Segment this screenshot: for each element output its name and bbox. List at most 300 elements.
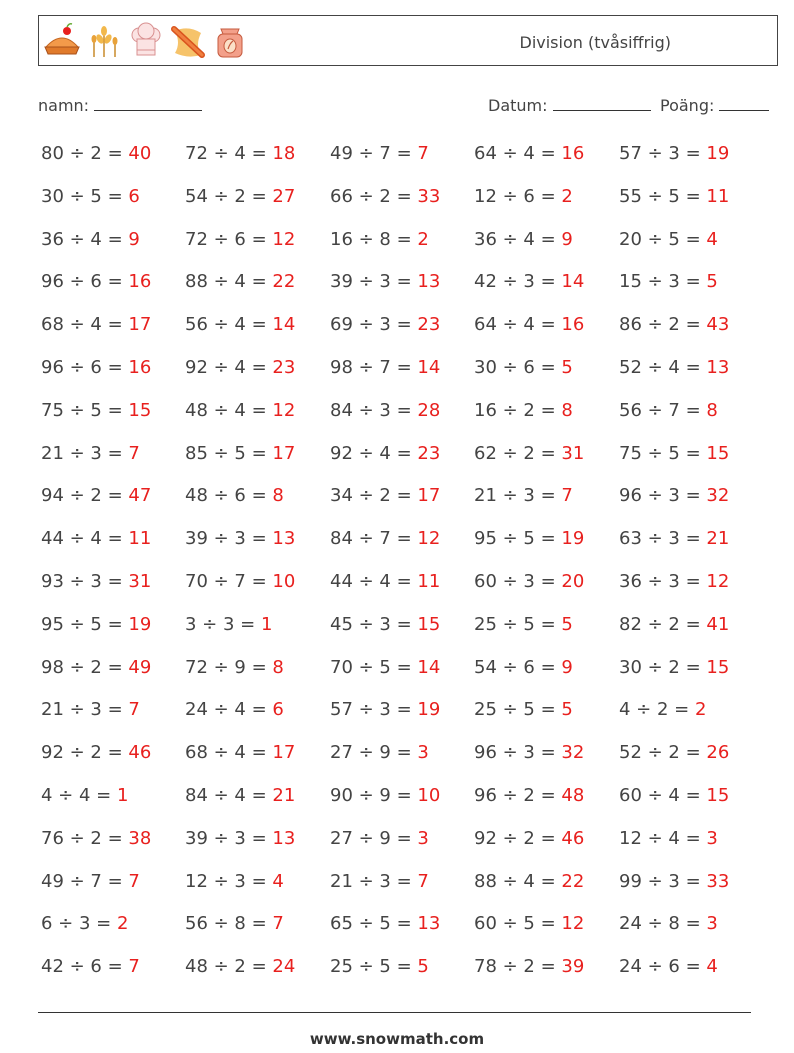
problem-answer: 24: [272, 956, 296, 978]
problem-answer: 13: [417, 913, 441, 935]
problem-cell: [619, 528, 729, 549]
score-label: Poäng:: [660, 96, 715, 115]
problem-answer: 10: [272, 571, 296, 592]
problem-row: [41, 186, 761, 216]
problem-cell: [330, 785, 440, 806]
problem-answer: 3: [706, 827, 718, 849]
problem-cell: [185, 271, 295, 292]
name-label: namn:: [38, 96, 90, 115]
problem-row: [41, 314, 761, 344]
problem-answer: 17: [128, 314, 152, 336]
problem-cell: [185, 571, 295, 592]
problem-answer: 7: [128, 870, 140, 892]
problem-question: 16 ÷ 2 =: [474, 399, 562, 421]
problem-answer: 2: [694, 699, 707, 721]
problem-cell: [619, 229, 718, 250]
problem-cell: [619, 657, 729, 678]
problem-cell: [474, 229, 573, 250]
problem-answer: 12: [561, 913, 585, 935]
problem-question: 86 ÷ 2 =: [619, 314, 707, 336]
problem-question: 63 ÷ 3 =: [619, 528, 707, 550]
problem-cell: [41, 913, 128, 934]
problem-row: [41, 871, 761, 901]
problem-cell: [474, 913, 584, 934]
problem-cell: [41, 485, 151, 506]
problem-row: [41, 913, 761, 943]
problem-cell: [41, 443, 140, 464]
problem-question: 54 ÷ 6 =: [474, 656, 562, 678]
problem-question: 60 ÷ 3 =: [474, 571, 562, 592]
problem-answer: 8: [706, 399, 718, 421]
problem-row: [41, 699, 761, 729]
problem-question: 3 ÷ 3 =: [185, 613, 261, 635]
problem-answer: 3: [706, 913, 718, 935]
problem-cell: [619, 785, 729, 806]
problem-answer: 17: [272, 442, 296, 464]
problem-question: 96 ÷ 6 =: [41, 271, 129, 293]
problem-answer: 21: [706, 528, 730, 550]
problem-cell: [41, 742, 151, 763]
problem-answer: 16: [128, 357, 152, 378]
problem-cell: [41, 400, 151, 421]
problem-question: 96 ÷ 2 =: [474, 785, 562, 806]
problem-cell: [619, 913, 718, 934]
header-box: [38, 15, 778, 66]
problem-question: 80 ÷ 2 =: [41, 143, 129, 164]
problem-row: [41, 485, 761, 515]
problem-cell: [474, 485, 573, 506]
problem-cell: [619, 571, 729, 592]
problem-answer: 48: [561, 785, 585, 806]
problem-question: 49 ÷ 7 =: [330, 143, 418, 164]
problem-answer: 3: [417, 742, 429, 764]
problem-question: 4 ÷ 2 =: [619, 699, 695, 721]
problem-cell: [619, 400, 718, 421]
problem-answer: 12: [417, 528, 441, 550]
problem-cell: [185, 186, 295, 207]
problem-question: 93 ÷ 3 =: [41, 571, 129, 592]
footer-divider: [38, 1012, 751, 1013]
problem-question: 4 ÷ 4 =: [41, 785, 117, 806]
problem-cell: [185, 871, 284, 892]
problem-question: 92 ÷ 4 =: [330, 442, 418, 464]
problem-cell: [474, 785, 584, 806]
problem-question: 24 ÷ 8 =: [619, 913, 707, 935]
problem-answer: 15: [128, 399, 152, 421]
problem-answer: 15: [417, 613, 441, 635]
problem-question: 72 ÷ 9 =: [185, 656, 273, 678]
problem-row: [41, 357, 761, 387]
problem-cell: [619, 956, 718, 977]
problem-question: 24 ÷ 6 =: [619, 956, 707, 978]
problem-row: [41, 271, 761, 301]
problem-cell: [619, 828, 718, 849]
problem-cell: [41, 143, 151, 164]
problem-cell: [330, 871, 429, 892]
problem-cell: [330, 614, 440, 635]
problem-row: [41, 956, 761, 986]
problem-cell: [474, 400, 573, 421]
problem-question: 96 ÷ 3 =: [619, 485, 707, 507]
problem-question: 64 ÷ 4 =: [474, 314, 562, 336]
problem-question: 98 ÷ 2 =: [41, 656, 129, 678]
problem-question: 27 ÷ 9 =: [330, 827, 418, 849]
problem-answer: 2: [116, 913, 129, 935]
problem-answer: 13: [706, 357, 730, 378]
problem-question: 39 ÷ 3 =: [330, 271, 418, 293]
problem-cell: [474, 699, 573, 720]
problem-question: 62 ÷ 2 =: [474, 442, 562, 464]
problem-answer: 18: [272, 143, 296, 164]
problem-question: 65 ÷ 5 =: [330, 913, 418, 935]
score-blank[interactable]: [719, 94, 769, 111]
problem-cell: [185, 143, 295, 164]
problem-answer: 19: [417, 699, 441, 721]
problem-answer: 5: [561, 613, 573, 635]
problem-question: 82 ÷ 2 =: [619, 613, 707, 635]
problem-question: 25 ÷ 5 =: [474, 699, 562, 721]
problem-cell: [330, 913, 440, 934]
problem-answer: 7: [272, 913, 284, 935]
score-field: [660, 94, 769, 115]
problem-answer: 5: [706, 271, 718, 293]
problem-cell: [185, 913, 284, 934]
problem-cell: [185, 956, 295, 977]
problem-answer: 11: [417, 571, 441, 592]
problem-cell: [41, 357, 151, 378]
problem-cell: [474, 871, 584, 892]
problem-answer: 7: [128, 956, 140, 978]
problem-cell: [619, 614, 729, 635]
problem-cell: [330, 528, 440, 549]
problem-answer: 16: [128, 271, 152, 293]
problem-cell: [619, 357, 729, 378]
problem-cell: [474, 571, 584, 592]
problem-question: 56 ÷ 7 =: [619, 399, 707, 421]
problem-answer: 33: [706, 870, 730, 892]
problem-question: 60 ÷ 5 =: [474, 913, 562, 935]
problem-question: 57 ÷ 3 =: [619, 143, 707, 164]
problem-cell: [330, 186, 440, 207]
problem-cell: [474, 314, 584, 335]
problem-answer: 2: [561, 185, 573, 207]
problem-answer: 40: [128, 143, 152, 164]
problem-question: 25 ÷ 5 =: [474, 613, 562, 635]
problem-cell: [474, 828, 584, 849]
problem-cell: [330, 443, 440, 464]
problem-cell: [185, 528, 295, 549]
problem-question: 48 ÷ 6 =: [185, 485, 273, 507]
problem-cell: [41, 871, 140, 892]
problem-answer: 20: [561, 571, 585, 592]
problem-answer: 31: [128, 571, 152, 592]
problem-answer: 46: [561, 827, 585, 849]
problem-answer: 4: [272, 870, 284, 892]
problem-answer: 15: [706, 442, 730, 464]
problem-answer: 7: [128, 699, 140, 721]
problem-question: 84 ÷ 7 =: [330, 528, 418, 550]
problem-question: 84 ÷ 4 =: [185, 785, 273, 806]
problem-question: 15 ÷ 3 =: [619, 271, 707, 293]
problem-answer: 43: [706, 314, 730, 336]
problem-question: 88 ÷ 4 =: [474, 870, 562, 892]
problem-question: 57 ÷ 3 =: [330, 699, 418, 721]
problem-cell: [41, 699, 140, 720]
problem-answer: 32: [561, 742, 585, 764]
problem-cell: [185, 785, 295, 806]
problem-cell: [185, 443, 295, 464]
problem-answer: 8: [272, 656, 284, 678]
problem-cell: [619, 314, 729, 335]
problem-answer: 19: [706, 143, 730, 164]
problem-answer: 7: [128, 442, 140, 464]
problem-answer: 5: [417, 956, 429, 978]
problem-cell: [330, 828, 429, 849]
problem-question: 96 ÷ 6 =: [41, 357, 129, 378]
problem-answer: 7: [561, 485, 573, 507]
problem-answer: 13: [272, 528, 296, 550]
problem-answer: 8: [272, 485, 284, 507]
problem-answer: 11: [128, 528, 152, 550]
problem-cell: [41, 314, 151, 335]
problem-answer: 39: [561, 956, 585, 978]
problem-question: 12 ÷ 4 =: [619, 827, 707, 849]
problem-question: 94 ÷ 2 =: [41, 485, 129, 507]
problem-cell: [185, 400, 295, 421]
problem-question: 34 ÷ 2 =: [330, 485, 418, 507]
problem-row: [41, 742, 761, 772]
problem-answer: 12: [272, 228, 296, 250]
name-blank[interactable]: [94, 94, 202, 111]
problem-answer: 26: [706, 742, 730, 764]
problem-cell: [185, 699, 284, 720]
problem-question: 78 ÷ 2 =: [474, 956, 562, 978]
problem-cell: [619, 143, 729, 164]
problem-answer: 17: [417, 485, 441, 507]
problem-answer: 31: [561, 442, 585, 464]
problem-cell: [330, 657, 440, 678]
problem-cell: [185, 742, 295, 763]
problem-question: 84 ÷ 3 =: [330, 399, 418, 421]
problem-cell: [474, 956, 584, 977]
problem-question: 92 ÷ 4 =: [185, 357, 273, 378]
problem-cell: [41, 956, 140, 977]
problem-question: 36 ÷ 4 =: [41, 228, 129, 250]
problem-question: 55 ÷ 5 =: [619, 185, 707, 207]
date-blank[interactable]: [553, 94, 651, 111]
problem-cell: [474, 614, 573, 635]
problem-question: 98 ÷ 7 =: [330, 357, 418, 378]
problem-question: 85 ÷ 5 =: [185, 442, 273, 464]
problem-answer: 33: [417, 185, 441, 207]
problem-answer: 3: [417, 827, 429, 849]
problem-answer: 41: [706, 613, 730, 635]
problem-cell: [474, 443, 584, 464]
problem-row: [41, 571, 761, 601]
problem-answer: 16: [561, 143, 585, 164]
problem-question: 68 ÷ 4 =: [185, 742, 273, 764]
problem-cell: [185, 357, 295, 378]
problem-cell: [41, 271, 151, 292]
problem-answer: 23: [417, 442, 441, 464]
problem-answer: 4: [706, 956, 718, 978]
problem-question: 21 ÷ 3 =: [41, 442, 129, 464]
problem-cell: [330, 143, 429, 164]
problem-answer: 28: [417, 399, 441, 421]
problem-question: 27 ÷ 9 =: [330, 742, 418, 764]
problem-question: 69 ÷ 3 =: [330, 314, 418, 336]
problem-answer: 1: [116, 785, 129, 806]
problem-cell: [330, 485, 440, 506]
problem-cell: [185, 828, 295, 849]
problem-row: [41, 528, 761, 558]
problem-cell: [619, 443, 729, 464]
problem-question: 20 ÷ 5 =: [619, 228, 707, 250]
problem-answer: 14: [417, 357, 441, 378]
problem-answer: 22: [272, 271, 296, 293]
problem-cell: [619, 186, 729, 207]
problem-cell: [41, 614, 151, 635]
problem-cell: [185, 229, 295, 250]
problem-answer: 27: [272, 185, 296, 207]
problem-cell: [41, 186, 140, 207]
problem-cell: [474, 528, 584, 549]
problem-question: 70 ÷ 5 =: [330, 656, 418, 678]
problem-row: [41, 614, 761, 644]
problem-question: 76 ÷ 2 =: [41, 827, 129, 849]
problem-question: 60 ÷ 4 =: [619, 785, 707, 806]
problem-question: 42 ÷ 3 =: [474, 271, 562, 293]
problem-question: 96 ÷ 3 =: [474, 742, 562, 764]
problem-answer: 14: [417, 656, 441, 678]
problem-cell: [41, 828, 151, 849]
problem-row: [41, 657, 761, 687]
problem-answer: 19: [561, 528, 585, 550]
problem-question: 36 ÷ 4 =: [474, 228, 562, 250]
problem-cell: [330, 571, 440, 592]
problem-question: 25 ÷ 5 =: [330, 956, 418, 978]
problem-question: 95 ÷ 5 =: [41, 613, 129, 635]
problem-question: 64 ÷ 4 =: [474, 143, 562, 164]
problem-cell: [330, 271, 440, 292]
problem-question: 24 ÷ 4 =: [185, 699, 273, 721]
problem-answer: 9: [561, 228, 573, 250]
problem-answer: 10: [417, 785, 441, 806]
problem-cell: [330, 229, 429, 250]
problem-answer: 6: [128, 185, 140, 207]
problem-answer: 46: [128, 742, 152, 764]
problem-question: 72 ÷ 4 =: [185, 143, 273, 164]
problem-question: 12 ÷ 6 =: [474, 185, 562, 207]
problem-question: 90 ÷ 9 =: [330, 785, 418, 806]
problem-question: 16 ÷ 8 =: [330, 228, 418, 250]
problem-question: 30 ÷ 6 =: [474, 357, 562, 378]
problem-answer: 6: [272, 699, 284, 721]
problem-answer: 7: [417, 143, 429, 164]
problem-answer: 9: [561, 656, 573, 678]
problem-cell: [330, 357, 440, 378]
problem-answer: 16: [561, 314, 585, 336]
problem-question: 44 ÷ 4 =: [330, 571, 418, 592]
problem-question: 39 ÷ 3 =: [185, 528, 273, 550]
problem-question: 52 ÷ 2 =: [619, 742, 707, 764]
problem-question: 75 ÷ 5 =: [619, 442, 707, 464]
problem-answer: 1: [260, 613, 273, 635]
problem-question: 48 ÷ 2 =: [185, 956, 273, 978]
problem-answer: 7: [417, 870, 429, 892]
problem-answer: 22: [561, 870, 585, 892]
problem-cell: [474, 271, 584, 292]
problem-cell: [185, 485, 284, 506]
problem-question: 21 ÷ 3 =: [41, 699, 129, 721]
problem-answer: 47: [128, 485, 152, 507]
problem-question: 39 ÷ 3 =: [185, 827, 273, 849]
problem-cell: [41, 528, 151, 549]
problem-question: 44 ÷ 4 =: [41, 528, 129, 550]
problem-cell: [41, 785, 128, 806]
problem-cell: [185, 614, 272, 635]
problem-question: 95 ÷ 5 =: [474, 528, 562, 550]
problem-cell: [41, 657, 151, 678]
problem-answer: 38: [128, 827, 152, 849]
problem-question: 30 ÷ 2 =: [619, 656, 707, 678]
problem-answer: 49: [128, 656, 152, 678]
problem-question: 75 ÷ 5 =: [41, 399, 129, 421]
problem-cell: [619, 271, 718, 292]
problem-question: 70 ÷ 7 =: [185, 571, 273, 592]
problem-cell: [474, 357, 573, 378]
problem-question: 36 ÷ 3 =: [619, 571, 707, 592]
problem-cell: [330, 956, 429, 977]
problem-cell: [185, 657, 284, 678]
footer-url: www.snowmath.com: [309, 1030, 485, 1048]
problem-answer: 14: [561, 271, 585, 293]
problem-cell: [619, 485, 729, 506]
problem-cell: [330, 699, 440, 720]
name-field: [38, 94, 202, 115]
problem-question: 30 ÷ 5 =: [41, 185, 129, 207]
problem-row: [41, 443, 761, 473]
problem-question: 56 ÷ 4 =: [185, 314, 273, 336]
problem-answer: 19: [128, 613, 152, 635]
problem-answer: 5: [561, 699, 573, 721]
problem-question: 56 ÷ 8 =: [185, 913, 273, 935]
problem-cell: [474, 657, 573, 678]
problem-cell: [41, 571, 151, 592]
problem-question: 21 ÷ 3 =: [474, 485, 562, 507]
problem-cell: [474, 186, 573, 207]
problem-answer: 9: [128, 228, 140, 250]
problem-answer: 32: [706, 485, 730, 507]
problem-answer: 21: [272, 785, 296, 806]
problem-cell: [185, 314, 295, 335]
problem-question: 92 ÷ 2 =: [474, 827, 562, 849]
problem-cell: [619, 742, 729, 763]
problem-question: 42 ÷ 6 =: [41, 956, 129, 978]
problem-question: 99 ÷ 3 =: [619, 870, 707, 892]
problem-question: 66 ÷ 2 =: [330, 185, 418, 207]
problem-cell: [41, 229, 140, 250]
problem-answer: 15: [706, 656, 730, 678]
problem-question: 45 ÷ 3 =: [330, 613, 418, 635]
problem-row: [41, 400, 761, 430]
problem-answer: 8: [561, 399, 573, 421]
problem-answer: 23: [417, 314, 441, 336]
problem-answer: 12: [272, 399, 296, 421]
problem-row: [41, 229, 761, 259]
problem-question: 52 ÷ 4 =: [619, 357, 707, 378]
problem-row: [41, 785, 761, 815]
